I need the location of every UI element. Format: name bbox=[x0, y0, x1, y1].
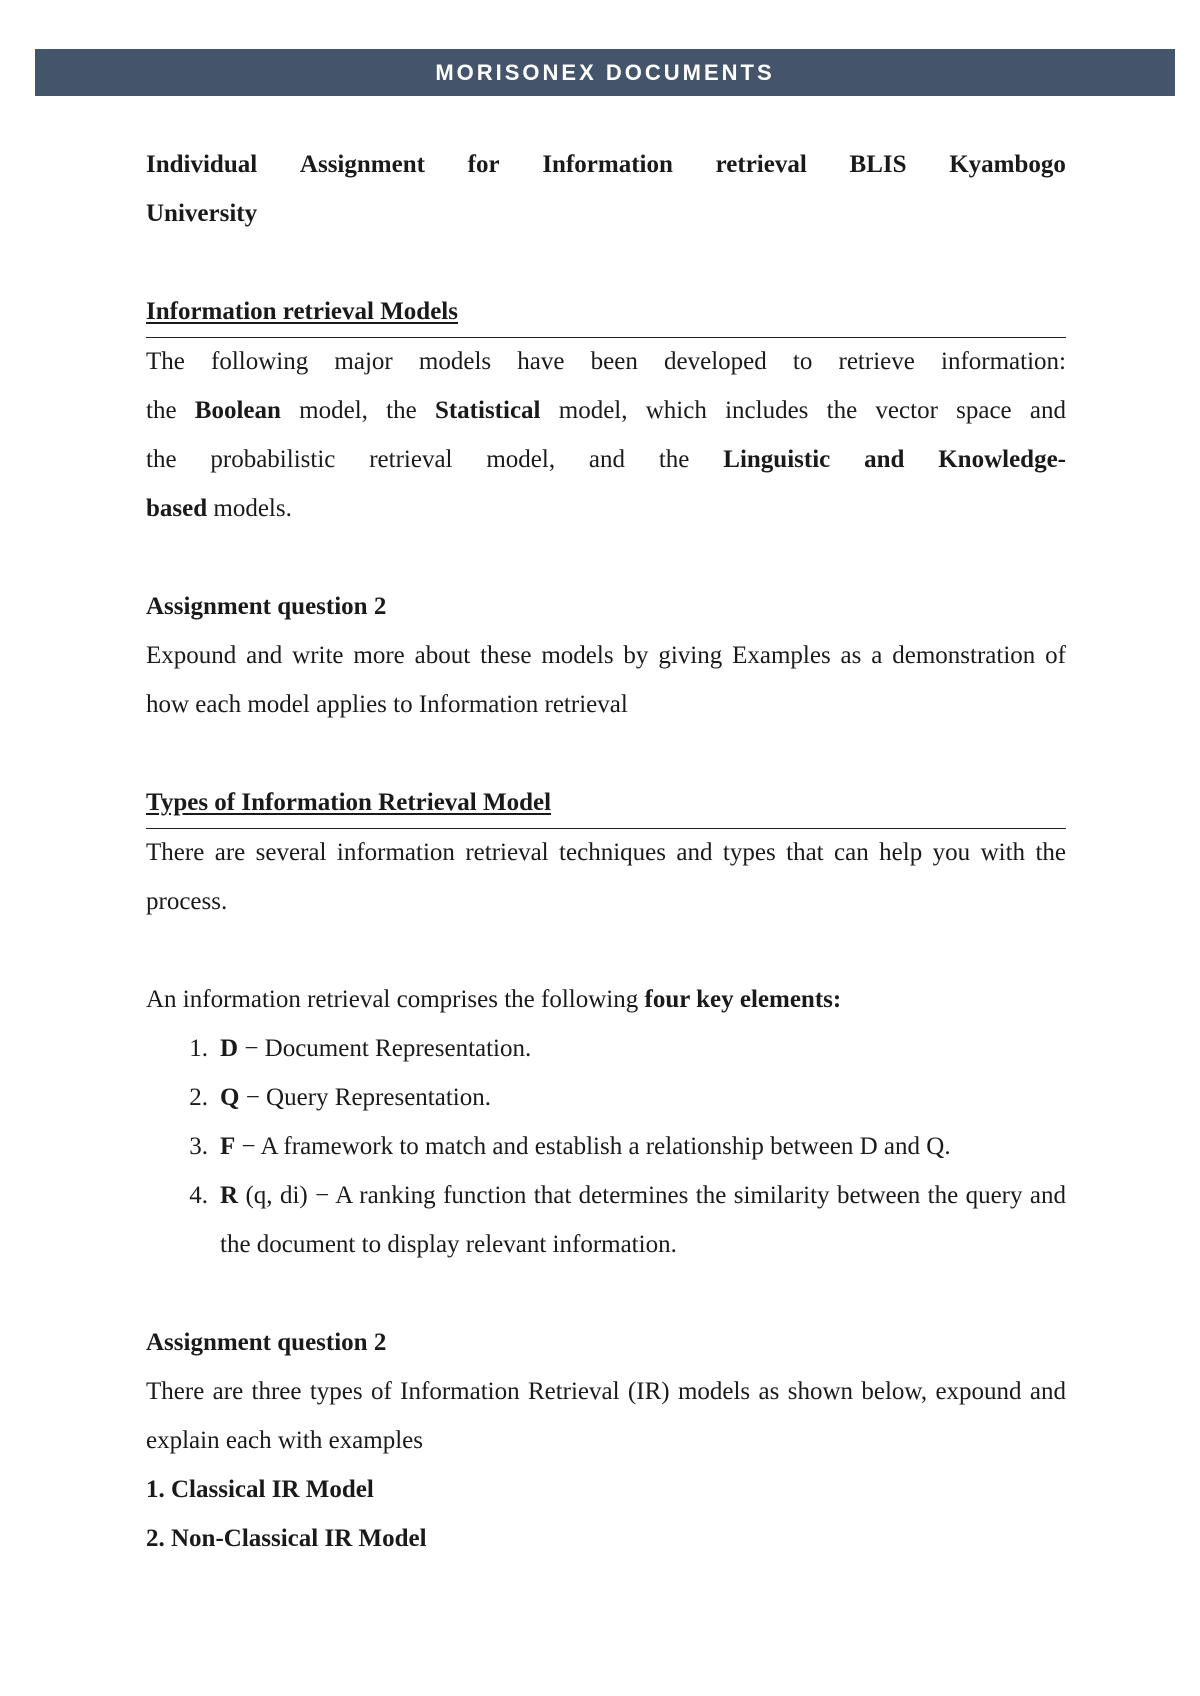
elements-intro: An information retrieval comprises the following four key elements: bbox=[146, 986, 842, 1013]
assignment-question-heading: Assignment question 2 bbox=[146, 593, 387, 620]
title-word: Information bbox=[542, 151, 673, 178]
list-item: 3. F − A framework to match and establish a relationship between D and Q. bbox=[189, 1133, 951, 1160]
paragraph-models: The following major models have been developed to retrieve information: the Boolean model, the Statistical model, which includes the vector space and the probabilistic retrieval model, and the Linguistic and Knowledge- based models. bbox=[146, 348, 1067, 522]
title-word: for bbox=[467, 151, 500, 178]
title-word: Individual bbox=[146, 151, 258, 178]
model-type-item: 1. Classical IR Model bbox=[146, 1476, 374, 1503]
document-title-line2: University bbox=[146, 200, 258, 227]
title-word: Kyambogo bbox=[949, 151, 1066, 178]
assignment-question-text: Expound and write more about these models by giving Examples as a demonstration of how each model applies to Information retrieval bbox=[146, 642, 1066, 718]
title-word: retrieval bbox=[715, 151, 807, 178]
document-banner: MORISONEX DOCUMENTS bbox=[35, 49, 1175, 96]
title-word: BLIS bbox=[849, 151, 907, 178]
section-heading-types: Types of Information Retrieval Model bbox=[146, 789, 552, 816]
document-title bbox=[146, 140, 1066, 189]
section-heading-models: Information retrieval Models bbox=[146, 298, 458, 325]
model-type-item: 2. Non-Classical IR Model bbox=[146, 1525, 427, 1552]
document-body bbox=[146, 140, 1066, 1563]
list-item: 1. D − Document Representation. bbox=[189, 1035, 532, 1062]
assignment-question-text: There are three types of Information Retrieval (IR) models as shown below, expound and explain each with examples bbox=[146, 1378, 1066, 1454]
title-word: Assignment bbox=[299, 151, 425, 178]
key-elements-list bbox=[146, 1024, 1066, 1269]
list-item: 2. Q − Query Representation. bbox=[189, 1084, 491, 1111]
assignment-question-heading: Assignment question 2 bbox=[146, 1329, 387, 1356]
paragraph-types: There are several information retrieval techniques and types that can help you with the process. bbox=[146, 839, 1066, 915]
list-item: 4. R (q, di) − A ranking function that determines the similarity between the query and the document to display relevant information. bbox=[189, 1182, 1066, 1258]
